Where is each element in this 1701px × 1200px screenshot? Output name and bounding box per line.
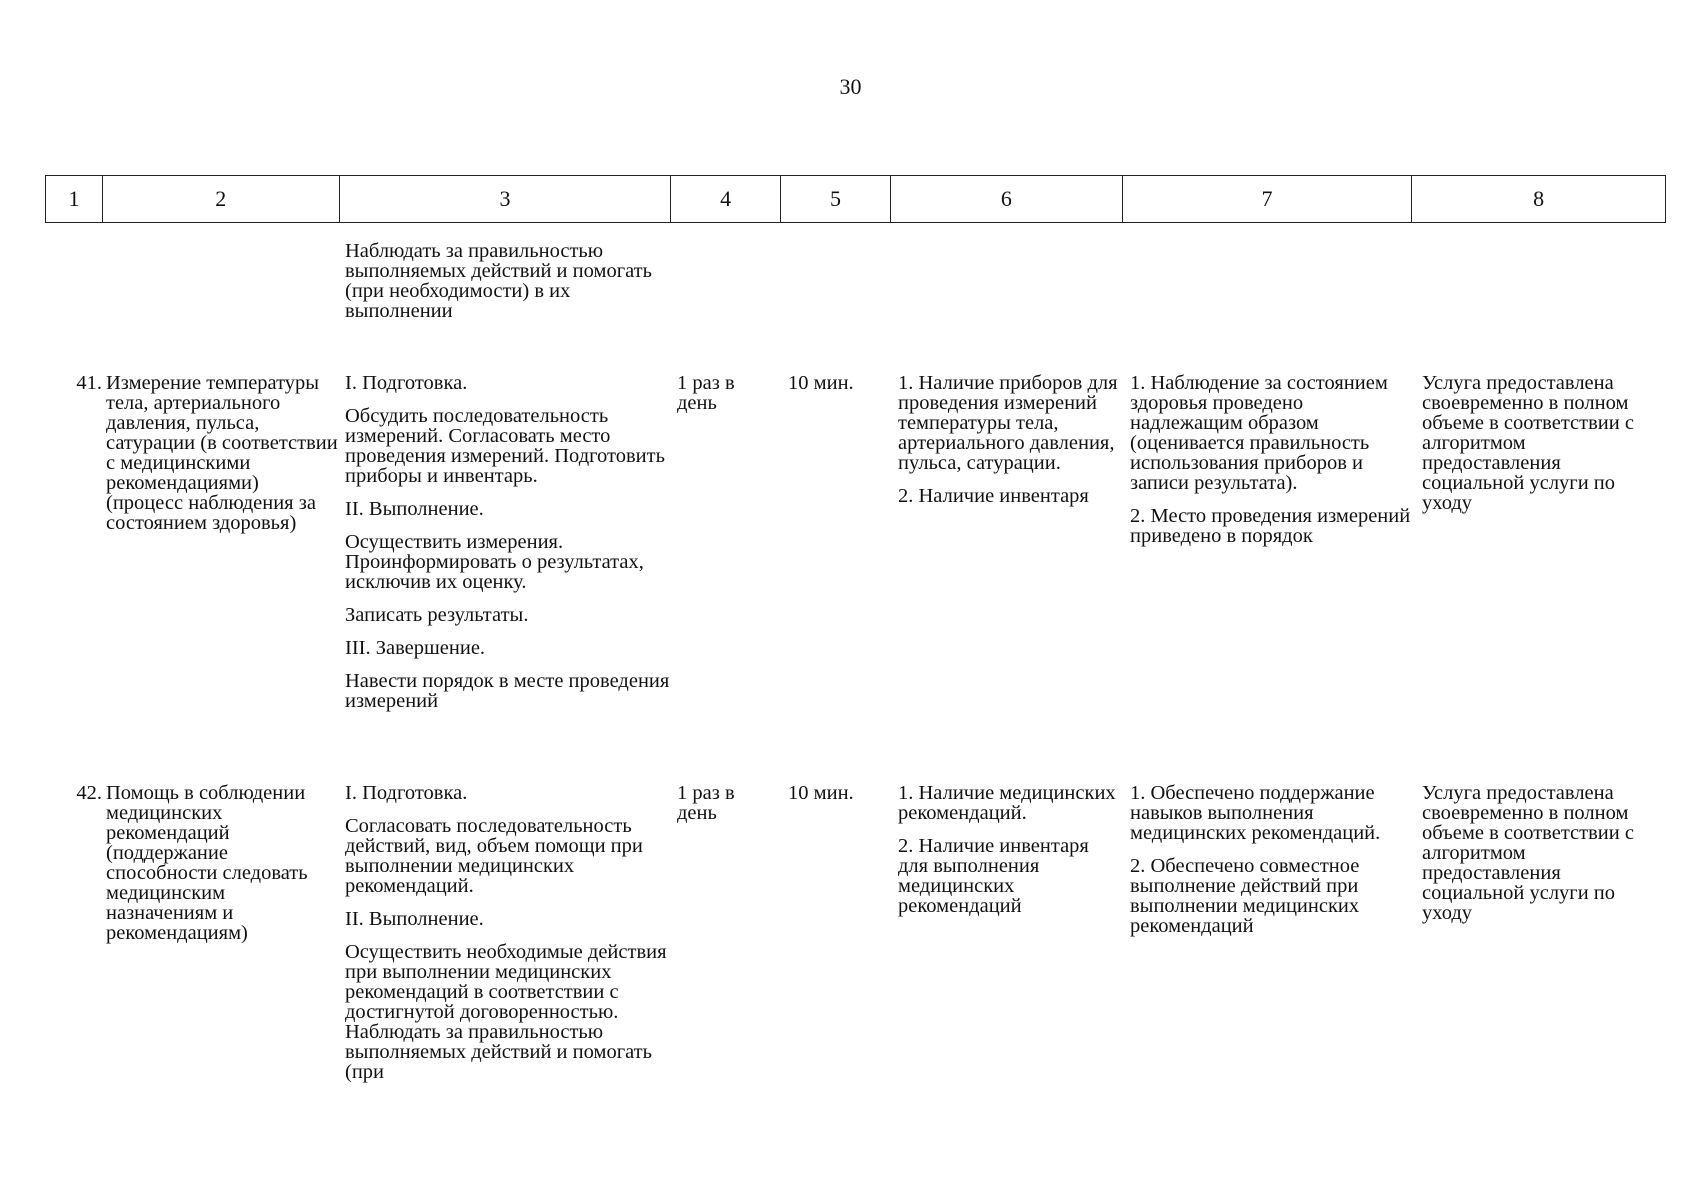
row-41-quality-item: 2. Место проведения измерений приведено в порядок xyxy=(1130,505,1411,547)
row-42-quality-item: 1. Обеспечено поддержание навыков выполнения медицинских рекомендаций. xyxy=(1130,782,1381,844)
row-41-step: Осуществить измерения. Проинформировать о результатах, исключив их оценку. xyxy=(345,531,644,593)
row-42-step: Согласовать последовательность действий, вид, объем помощи при выполнении медицинских рекомендаций. xyxy=(345,815,643,897)
row-42-conditions xyxy=(898,783,1120,916)
row-41-steps xyxy=(345,373,671,711)
row-42-quality-item: 2. Обеспечено совместное выполнение действий при выполнении медицинских рекомендаций xyxy=(1130,855,1360,937)
row-42-service-name: Помощь в соблюдении медицинских рекомендаций (поддержание способности следовать медицинским назначениям и рекомендациям) xyxy=(106,782,308,944)
row-42-duration: 10 мин. xyxy=(788,782,854,804)
row-41-duration: 10 мин. xyxy=(788,372,854,394)
row-41-service-name: Измерение температуры тела, артериального давления, пульса, сатурации (в соответствии с медицинскими рекомендациями) (процесс наблюдения за состоянием здоровья) xyxy=(106,372,338,534)
row-41-step: Записать результаты. xyxy=(345,604,529,626)
row-41-step: Навести порядок в месте проведения измерений xyxy=(345,670,670,712)
header-col-1: 1 xyxy=(46,176,103,222)
row-41-result: Услуга предоставлена своевременно в полном объеме в соответствии с алгоритмом предоставления социальной услуги по уходу xyxy=(1422,372,1634,514)
row-42-quality xyxy=(1130,783,1412,936)
row-42-frequency: 1 раз в день xyxy=(677,782,735,824)
row-41-condition: 2. Наличие инвентаря xyxy=(898,485,1089,507)
header-col-8: 8 xyxy=(1533,186,1545,211)
header-col-3: 3 xyxy=(340,176,672,222)
row-41-step: II. Выполнение. xyxy=(345,498,484,520)
continuation-text: Наблюдать за правильностью выполняемых действий и помогать (при необходимости) в их выполнении xyxy=(345,240,652,322)
row-42-step: II. Выполнение. xyxy=(345,908,484,930)
header-col-2: 2 xyxy=(103,176,340,222)
row-42-condition: 2. Наличие инвентаря для выполнения медицинских рекомендаций xyxy=(898,835,1089,917)
row-41-step: Обсудить последовательность измерений. Согласовать место проведения измерений. Подготовить приборы и инвентарь. xyxy=(345,405,665,487)
row-41-frequency: 1 раз в день xyxy=(677,372,735,414)
row-41-conditions xyxy=(898,373,1120,506)
row-41-condition: 1. Наличие приборов для проведения измерений температуры тела, артериального давления, пульса, сатурации. xyxy=(898,372,1118,474)
page-number: 30 xyxy=(839,74,862,99)
row-42-number: 42. xyxy=(76,782,102,804)
row-42-result: Услуга предоставлена своевременно в полном объеме в соответствии с алгоритмом предоставления социальной услуги по уходу xyxy=(1422,782,1634,924)
row-42-steps xyxy=(345,783,671,1082)
row-42-step: Осуществить необходимые действия при выполнении медицинских рекомендаций в соответствии с достигнутой договоренностью. Наблюдать за правильностью выполняемых действий и помогать (при xyxy=(345,941,667,1083)
header-col-6: 6 xyxy=(891,176,1123,222)
row-41-step: I. Подготовка. xyxy=(345,372,468,394)
header-col-4: 4 xyxy=(671,176,781,222)
row-42-step: I. Подготовка. xyxy=(345,782,468,804)
table-header xyxy=(45,175,1666,223)
header-col-5: 5 xyxy=(781,176,891,222)
row-42-condition: 1. Наличие медицинских рекомендаций. xyxy=(898,782,1116,824)
header-col-7: 7 xyxy=(1123,176,1413,222)
row-41-step: III. Завершение. xyxy=(345,637,486,659)
row-41-quality-item: 1. Наблюдение за состоянием здоровья проведено надлежащим образом (оценивается правильность использования приборов и записи результата). xyxy=(1130,372,1388,494)
row-41-quality xyxy=(1130,373,1412,546)
row-41-number: 41. xyxy=(76,372,102,394)
